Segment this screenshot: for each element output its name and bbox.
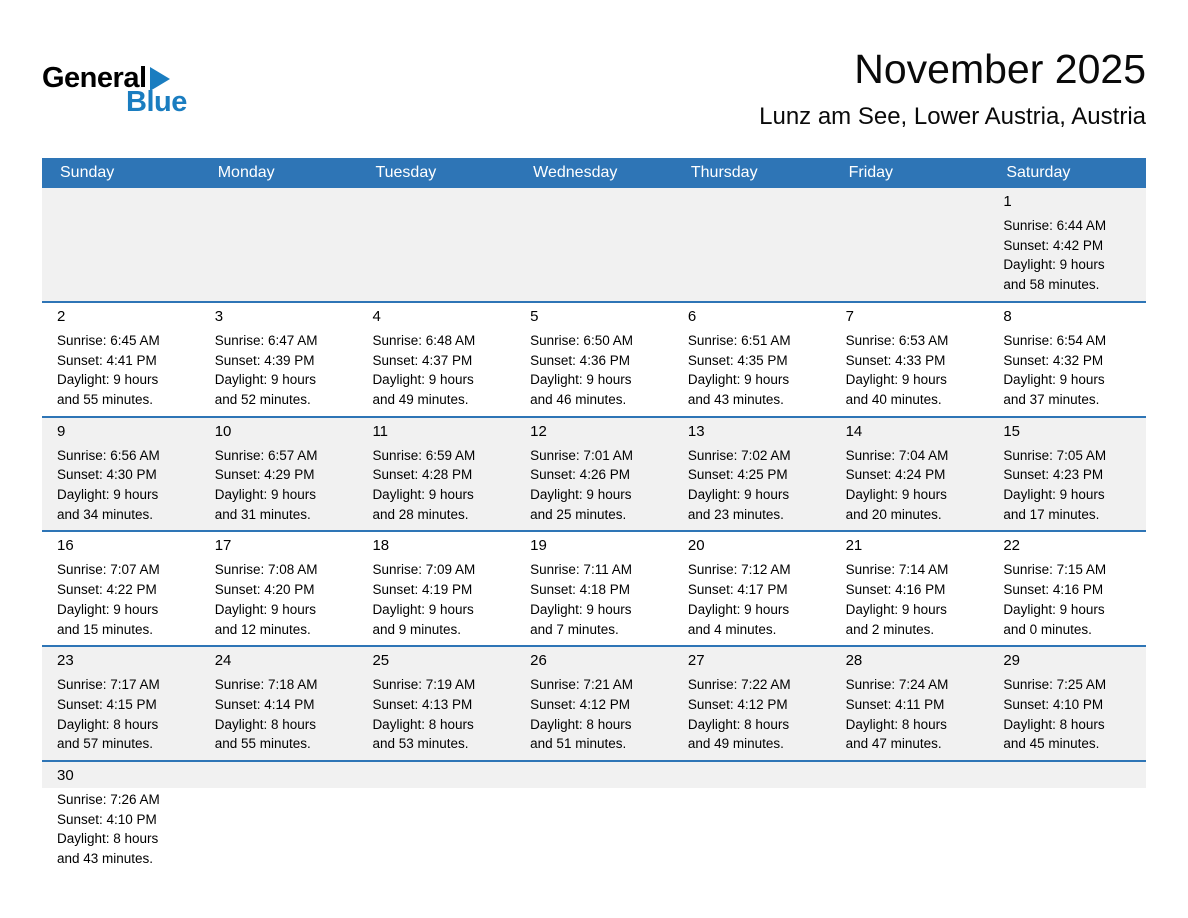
day-daylight2-text: and 23 minutes.	[687, 506, 784, 522]
empty-day-cell	[831, 188, 989, 301]
day-cell	[200, 647, 358, 760]
day-number: 16	[57, 537, 74, 555]
day-sunset-text: Sunset: 4:37 PM	[372, 352, 473, 368]
weekday-label: Wednesday	[533, 164, 618, 181]
weekday-label: Tuesday	[375, 164, 437, 181]
day-daylight2-text: and 49 minutes.	[372, 391, 469, 407]
weekday-label: Thursday	[690, 164, 758, 181]
day-daylight1-text: Daylight: 9 hours	[372, 601, 474, 617]
day-sunset-text: Sunset: 4:18 PM	[530, 582, 630, 598]
day-sunrise-text: Sunrise: 6:51 AM	[687, 332, 791, 348]
weekday-label: Sunday	[60, 164, 115, 181]
day-daylight2-text: and 55 minutes.	[214, 736, 311, 752]
week-row	[42, 416, 1146, 531]
day-daylight2-text: and 58 minutes.	[1003, 277, 1100, 293]
day-daylight2-text: and 15 minutes.	[57, 621, 154, 637]
day-sunrise-text: Sunrise: 6:48 AM	[372, 332, 476, 348]
calendar-grid	[42, 158, 1146, 878]
day-sunrise-text: Sunrise: 6:50 AM	[530, 332, 633, 348]
day-sunrise-text: Sunrise: 6:59 AM	[372, 447, 476, 463]
day-daylight2-text: and 2 minutes.	[845, 621, 935, 637]
week-row	[42, 530, 1146, 645]
day-sunset-text: Sunset: 4:12 PM	[687, 696, 788, 712]
empty-day-cell	[673, 762, 831, 878]
day-daylight1-text: Daylight: 9 hours	[530, 601, 632, 617]
day-cell	[200, 418, 358, 531]
day-sunset-text: Sunset: 4:29 PM	[214, 467, 315, 483]
day-number: 19	[530, 537, 547, 555]
day-daylight2-text: and 20 minutes.	[845, 506, 942, 522]
month-title: November 2025	[854, 46, 1146, 92]
day-number: 11	[372, 422, 389, 440]
day-number: 26	[530, 652, 547, 670]
empty-day-cell	[988, 762, 1146, 878]
day-number: 27	[687, 652, 705, 670]
week-row	[42, 645, 1146, 760]
day-cell	[988, 532, 1146, 645]
weekday-label: Monday	[217, 164, 275, 181]
day-daylight1-text: Daylight: 8 hours	[845, 716, 947, 732]
day-sunrise-text: Sunrise: 7:15 AM	[1003, 562, 1107, 578]
day-daylight2-text: and 52 minutes.	[214, 391, 311, 407]
day-daylight1-text: Daylight: 9 hours	[845, 487, 947, 503]
logo-text-blue: Blue	[126, 86, 187, 118]
day-sunrise-text: Sunrise: 6:45 AM	[57, 332, 160, 348]
day-number: 20	[687, 537, 705, 555]
day-daylight1-text: Daylight: 9 hours	[687, 601, 790, 617]
day-daylight1-text: Daylight: 9 hours	[687, 487, 790, 503]
day-daylight1-text: Daylight: 8 hours	[530, 716, 632, 732]
day-cell	[200, 532, 358, 645]
day-sunset-text: Sunset: 4:10 PM	[1003, 696, 1104, 712]
day-daylight1-text: Daylight: 9 hours	[530, 372, 632, 388]
day-daylight2-text: and 12 minutes.	[214, 621, 311, 637]
day-daylight2-text: and 9 minutes.	[372, 621, 461, 637]
day-sunset-text: Sunset: 4:20 PM	[214, 582, 315, 598]
day-sunset-text: Sunset: 4:10 PM	[57, 811, 157, 827]
day-daylight2-text: and 45 minutes.	[1003, 736, 1100, 752]
day-sunset-text: Sunset: 4:14 PM	[214, 696, 315, 712]
day-cell	[988, 647, 1146, 760]
empty-day-cell	[831, 762, 989, 878]
day-sunset-text: Sunset: 4:25 PM	[687, 467, 788, 483]
day-daylight1-text: Daylight: 9 hours	[214, 487, 317, 503]
day-cell	[515, 532, 673, 645]
day-daylight1-text: Daylight: 8 hours	[687, 716, 790, 732]
day-sunrise-text: Sunrise: 7:17 AM	[57, 677, 160, 693]
day-cell	[357, 647, 515, 760]
day-sunset-text: Sunset: 4:36 PM	[530, 352, 630, 368]
day-number: 14	[845, 422, 863, 440]
day-cell	[42, 532, 200, 645]
day-cell	[988, 188, 1146, 301]
day-sunrise-text: Sunrise: 7:26 AM	[57, 792, 160, 808]
day-daylight1-text: Daylight: 8 hours	[57, 831, 159, 847]
general-blue-logo	[42, 62, 187, 119]
day-cell	[515, 647, 673, 760]
day-sunset-text: Sunset: 4:35 PM	[687, 352, 788, 368]
day-daylight2-text: and 34 minutes.	[57, 506, 154, 522]
day-daylight2-text: and 17 minutes.	[1003, 506, 1100, 522]
day-cell	[831, 647, 989, 760]
day-sunrise-text: Sunrise: 6:57 AM	[214, 447, 318, 463]
day-sunrise-text: Sunrise: 7:18 AM	[214, 677, 318, 693]
day-sunrise-text: Sunrise: 6:53 AM	[845, 332, 949, 348]
day-cell	[831, 303, 989, 416]
day-daylight2-text: and 37 minutes.	[1003, 391, 1100, 407]
day-number: 29	[1003, 652, 1020, 670]
day-number: 18	[372, 537, 390, 555]
day-cell	[673, 532, 831, 645]
day-sunrise-text: Sunrise: 6:44 AM	[1003, 218, 1107, 233]
day-sunset-text: Sunset: 4:11 PM	[845, 696, 945, 712]
day-cell	[673, 647, 831, 760]
day-daylight1-text: Daylight: 9 hours	[372, 372, 474, 388]
day-sunrise-text: Sunrise: 6:47 AM	[214, 332, 318, 348]
empty-day-cell	[42, 188, 200, 301]
day-daylight1-text: Daylight: 9 hours	[214, 372, 317, 388]
day-sunrise-text: Sunrise: 7:21 AM	[530, 677, 633, 693]
day-cell	[988, 303, 1146, 416]
day-sunset-text: Sunset: 4:32 PM	[1003, 352, 1104, 368]
day-number: 17	[214, 537, 232, 555]
day-sunrise-text: Sunrise: 7:24 AM	[845, 677, 949, 693]
day-daylight1-text: Daylight: 9 hours	[57, 372, 159, 388]
day-sunrise-text: Sunrise: 7:05 AM	[1003, 447, 1107, 463]
day-daylight1-text: Daylight: 9 hours	[1003, 601, 1105, 617]
day-daylight2-text: and 46 minutes.	[530, 391, 627, 407]
day-daylight2-text: and 40 minutes.	[845, 391, 942, 407]
day-sunrise-text: Sunrise: 7:12 AM	[687, 562, 791, 578]
empty-day-cell	[357, 188, 515, 301]
day-daylight2-text: and 31 minutes.	[214, 506, 311, 522]
day-daylight1-text: Daylight: 9 hours	[1003, 487, 1105, 503]
day-number: 9	[57, 422, 66, 440]
day-number: 22	[1003, 537, 1020, 555]
logo-text-general: General	[42, 62, 147, 94]
day-cell	[831, 418, 989, 531]
day-daylight1-text: Daylight: 8 hours	[214, 716, 317, 732]
day-cell	[831, 532, 989, 645]
weekday-label: Saturday	[1006, 164, 1071, 181]
title-block	[759, 46, 1146, 131]
day-daylight2-text: and 55 minutes.	[57, 391, 154, 407]
day-number: 8	[1003, 307, 1012, 325]
day-sunset-text: Sunset: 4:26 PM	[530, 467, 630, 483]
day-daylight2-text: and 43 minutes.	[687, 391, 784, 407]
header	[42, 0, 1146, 158]
day-sunrise-text: Sunrise: 7:19 AM	[372, 677, 476, 693]
day-cell	[42, 647, 200, 760]
day-sunset-text: Sunset: 4:13 PM	[372, 696, 473, 712]
day-sunset-text: Sunset: 4:19 PM	[372, 582, 473, 598]
empty-day-cell	[673, 188, 831, 301]
day-daylight1-text: Daylight: 9 hours	[1003, 257, 1105, 273]
day-sunrise-text: Sunrise: 7:25 AM	[1003, 677, 1107, 693]
day-sunrise-text: Sunrise: 7:09 AM	[372, 562, 476, 578]
day-daylight1-text: Daylight: 9 hours	[57, 601, 159, 617]
day-sunset-text: Sunset: 4:28 PM	[372, 467, 473, 483]
day-daylight1-text: Daylight: 9 hours	[57, 487, 159, 503]
day-daylight1-text: Daylight: 9 hours	[845, 372, 947, 388]
day-sunrise-text: Sunrise: 7:02 AM	[687, 447, 791, 463]
weekday-header-row	[42, 158, 1146, 188]
day-sunset-text: Sunset: 4:17 PM	[687, 582, 788, 598]
day-daylight2-text: and 28 minutes.	[372, 506, 469, 522]
day-sunset-text: Sunset: 4:15 PM	[57, 696, 157, 712]
day-number: 25	[372, 652, 390, 670]
day-sunset-text: Sunset: 4:41 PM	[57, 352, 157, 368]
day-number: 5	[530, 307, 539, 325]
day-number: 13	[687, 422, 705, 440]
day-cell	[515, 303, 673, 416]
day-cell	[42, 303, 200, 416]
day-daylight1-text: Daylight: 8 hours	[57, 716, 159, 732]
day-number: 4	[372, 307, 381, 325]
day-number: 2	[57, 307, 66, 325]
weekday-label: Friday	[848, 164, 894, 181]
day-daylight2-text: and 51 minutes.	[530, 736, 627, 752]
day-cell	[515, 418, 673, 531]
day-number: 3	[214, 307, 224, 325]
day-cell	[673, 418, 831, 531]
day-daylight1-text: Daylight: 8 hours	[1003, 716, 1105, 732]
day-number: 7	[845, 307, 854, 325]
day-number: 23	[57, 652, 74, 670]
day-sunrise-text: Sunrise: 7:01 AM	[530, 447, 633, 463]
day-daylight2-text: and 57 minutes.	[57, 736, 154, 752]
day-sunrise-text: Sunrise: 6:54 AM	[1003, 332, 1107, 348]
day-daylight1-text: Daylight: 9 hours	[372, 487, 474, 503]
weeks-container	[42, 188, 1146, 878]
week-row	[42, 188, 1146, 301]
day-daylight1-text: Daylight: 9 hours	[530, 487, 632, 503]
day-cell	[200, 303, 358, 416]
day-daylight2-text: and 0 minutes.	[1003, 621, 1092, 637]
day-number: 12	[530, 422, 547, 440]
day-daylight2-text: and 25 minutes.	[530, 506, 627, 522]
empty-day-cell	[515, 762, 673, 878]
day-cell	[357, 532, 515, 645]
day-sunset-text: Sunset: 4:12 PM	[530, 696, 630, 712]
day-sunrise-text: Sunrise: 7:14 AM	[845, 562, 949, 578]
day-sunrise-text: Sunrise: 7:11 AM	[530, 562, 632, 578]
day-number: 28	[845, 652, 863, 670]
day-sunrise-text: Sunrise: 6:56 AM	[57, 447, 160, 463]
day-cell	[357, 303, 515, 416]
day-daylight1-text: Daylight: 9 hours	[1003, 372, 1105, 388]
day-sunset-text: Sunset: 4:42 PM	[1003, 237, 1104, 253]
empty-day-cell	[200, 762, 358, 878]
day-sunset-text: Sunset: 4:24 PM	[845, 467, 946, 483]
day-number: 30	[57, 767, 74, 785]
day-number: 21	[845, 537, 863, 555]
day-cell	[42, 762, 200, 878]
day-daylight2-text: and 53 minutes.	[372, 736, 469, 752]
location-subtitle: Lunz am See, Lower Austria, Austria	[759, 103, 1146, 131]
day-sunrise-text: Sunrise: 7:07 AM	[57, 562, 160, 578]
day-number: 15	[1003, 422, 1020, 440]
day-sunset-text: Sunset: 4:16 PM	[845, 582, 946, 598]
day-cell	[357, 418, 515, 531]
day-cell	[988, 418, 1146, 531]
day-daylight2-text: and 43 minutes.	[57, 851, 154, 867]
day-daylight1-text: Daylight: 8 hours	[372, 716, 474, 732]
day-sunrise-text: Sunrise: 7:22 AM	[687, 677, 791, 693]
day-daylight2-text: and 49 minutes.	[687, 736, 784, 752]
day-sunset-text: Sunset: 4:16 PM	[1003, 582, 1104, 598]
week-row	[42, 301, 1146, 416]
day-daylight1-text: Daylight: 9 hours	[214, 601, 317, 617]
day-number: 6	[687, 307, 697, 325]
day-sunset-text: Sunset: 4:23 PM	[1003, 467, 1104, 483]
day-sunrise-text: Sunrise: 7:04 AM	[845, 447, 949, 463]
day-daylight2-text: and 7 minutes.	[530, 621, 619, 637]
day-sunset-text: Sunset: 4:30 PM	[57, 467, 157, 483]
day-sunset-text: Sunset: 4:39 PM	[214, 352, 315, 368]
week-row	[42, 760, 1146, 878]
empty-day-cell	[200, 188, 358, 301]
day-cell	[42, 418, 200, 531]
day-daylight2-text: and 4 minutes.	[687, 621, 777, 637]
day-number: 1	[1003, 193, 1012, 210]
empty-day-cell	[357, 762, 515, 878]
day-number: 24	[214, 652, 232, 670]
day-daylight2-text: and 47 minutes.	[845, 736, 942, 752]
day-number: 10	[214, 422, 232, 440]
day-sunset-text: Sunset: 4:33 PM	[845, 352, 946, 368]
day-cell	[673, 303, 831, 416]
day-daylight1-text: Daylight: 9 hours	[687, 372, 790, 388]
day-daylight1-text: Daylight: 9 hours	[845, 601, 947, 617]
day-sunrise-text: Sunrise: 7:08 AM	[214, 562, 318, 578]
day-sunset-text: Sunset: 4:22 PM	[57, 582, 157, 598]
empty-day-cell	[515, 188, 673, 301]
